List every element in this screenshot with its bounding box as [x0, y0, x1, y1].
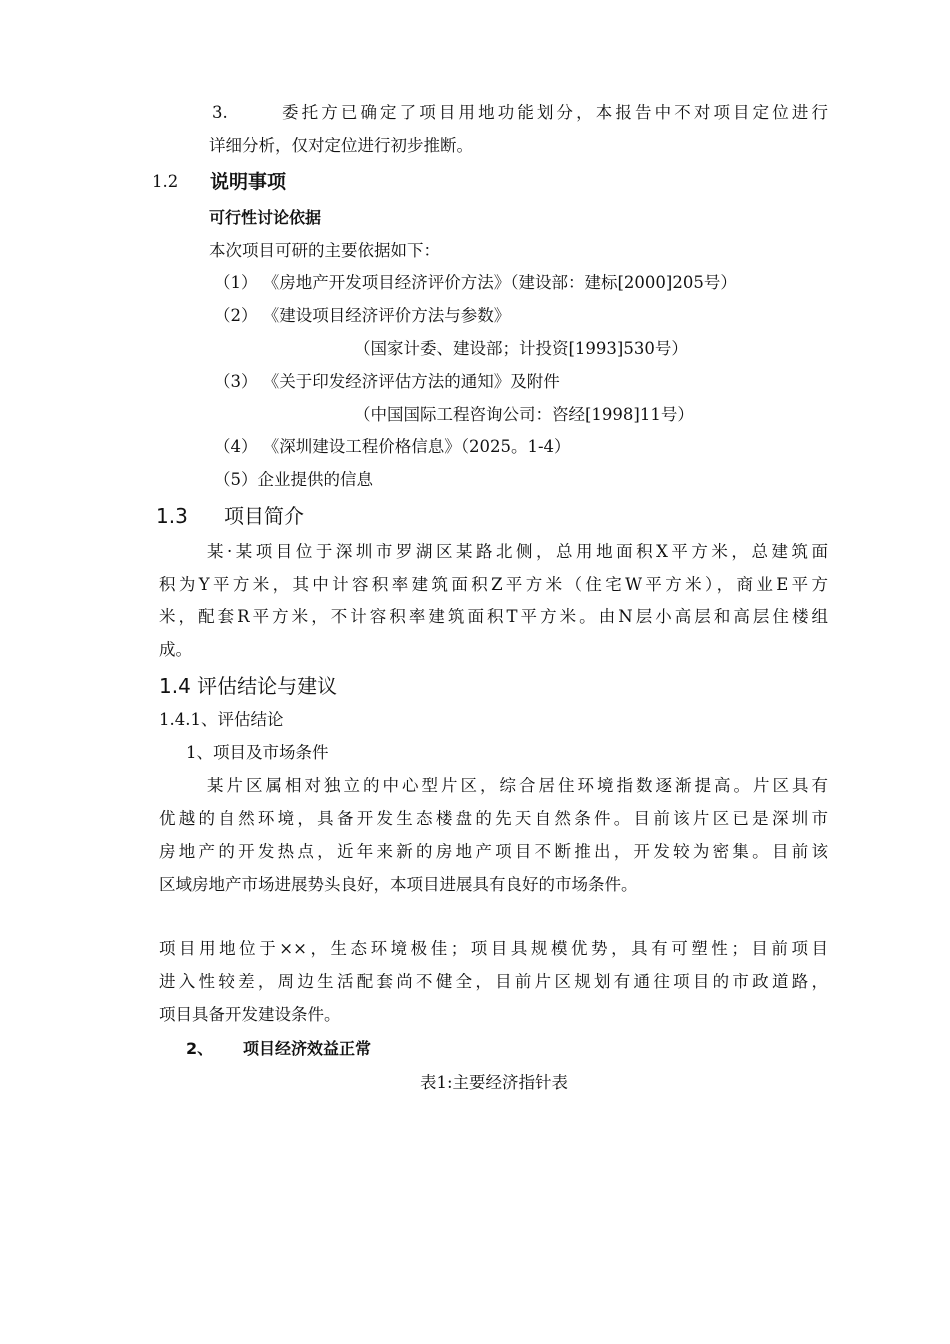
market-paragraph-line-1: 某片区属相对独立的中心型片区，综合居住环境指数逐渐提高。片区具有 [207, 776, 828, 795]
section-heading-1-4: 1.4 评估结论与建议 [159, 674, 338, 698]
section-number-1-2: 1.2 [152, 172, 179, 191]
item-3-number: 3. [212, 103, 228, 122]
project-intro-line-3: 米，配套R平方米，不计容积率建筑面积T平方米。由N层小高层和高层住楼组 [159, 607, 828, 626]
item-3-text: 委托方已确定了项目用地功能划分，本报告中不对项目定位进行 [282, 103, 828, 122]
section-title-1-3: 项目简介 [224, 504, 304, 528]
market-paragraph-line-3: 房地产的开发热点，近年来新的房地产项目不断推出，开发较为密集。目前该 [159, 842, 828, 861]
land-paragraph-line-2: 进入性较差，周边生活配套尚不健全，目前片区规划有通往项目的市政道路， [159, 972, 828, 991]
reference-item-3: （3） 《关于印发经济评估方法的通知》及附件 [214, 372, 560, 391]
item-2-heading: 项目经济效益正常 [243, 1039, 372, 1058]
reference-item-2-source: （国家计委、建设部；计投资[1993]530号） [354, 339, 688, 358]
subsection-heading-1-4-1: 1.4.1、评估结论 [159, 710, 284, 729]
table-caption: 表1:主要经济指针表 [420, 1073, 569, 1092]
project-intro-line-2: 积为Y平方米，其中计容积率建筑面积Z平方米（住宅W平方米），商业E平方 [159, 575, 828, 594]
item-2-number: 2、 [186, 1039, 214, 1058]
basis-lead-text: 本次项目可研的主要依据如下： [209, 241, 440, 260]
land-paragraph-line-1: 项目用地位于××，生态环境极佳；项目具规模优势，具有可塑性；目前项目 [159, 939, 828, 958]
subheading-feasibility-basis: 可行性讨论依据 [209, 208, 322, 227]
item-1-heading: 1、项目及市场条件 [186, 743, 329, 762]
market-paragraph-line-2: 优越的自然环境，具备开发生态楼盘的先天自然条件。目前该片区已是深圳市 [159, 809, 828, 828]
reference-item-4: （4） 《深圳建设工程价格信息》（2025。1-4） [214, 437, 571, 456]
project-intro-line-1: 某·某项目位于深圳市罗湖区某路北侧，总用地面积X平方米，总建筑面 [207, 542, 828, 561]
item-3-text-continued: 详细分析，仅对定位进行初步推断。 [209, 136, 473, 155]
market-paragraph-line-4: 区域房地产市场进展势头良好，本项目进展具有良好的市场条件。 [159, 875, 638, 894]
reference-item-2: （2） 《建设项目经济评价方法与参数》 [214, 306, 511, 325]
section-title-1-2: 说明事项 [210, 171, 287, 193]
reference-item-1: （1） 《房地产开发项目经济评价方法》（建设部：建标[2000]205号） [214, 273, 737, 292]
land-paragraph-line-3: 项目具备开发建设条件。 [159, 1005, 341, 1024]
reference-item-5: （5）企业提供的信息 [214, 470, 373, 489]
section-number-1-3: 1.3 [156, 504, 188, 528]
reference-item-3-source: （中国国际工程咨询公司：咨经[1998]11号） [354, 405, 694, 424]
project-intro-line-4: 成。 [159, 640, 192, 659]
